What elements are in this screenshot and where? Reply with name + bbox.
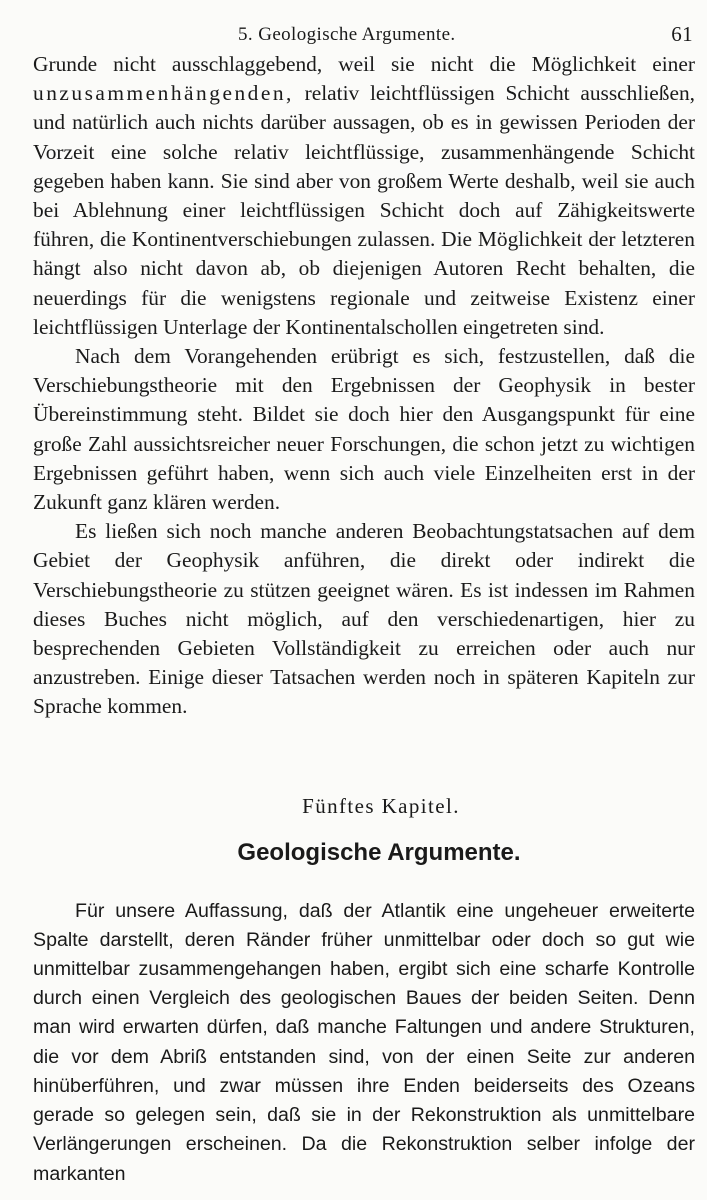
paragraph: Es ließen sich noch manche anderen Beobachtungstatsachen auf dem Gebiet der Geophysik anführen, die direkt oder indirekt die Verschiebungstheorie zu stützen geeignet wären. Es ist indessen im Rahmen dieses Buches nicht möglich, auf den verschiedenartigen, hier zu besprechenden Gebieten Vollständigkeit zu erreichen oder auch nur anzustreben. Einige dieser Tatsachen werden noch in späteren Kapiteln zur Sprache kommen. bbox=[33, 519, 695, 719]
chapter-title: Geologische Argumente. bbox=[237, 838, 521, 866]
chapter-label: Fünftes Kapitel. bbox=[302, 793, 460, 818]
running-title: 5. Geologische Argumente. bbox=[238, 24, 456, 45]
book-page bbox=[33, 18, 695, 1189]
paragraph-continuation bbox=[33, 50, 695, 342]
paragraph: Für unsere Auffassung, daß der Atlantik eine ungeheuer erweiterte Spalte darstellt, deren Ränder früher unmittelbar oder doch so gut wie unmittelbar zusammengehangen haben, ergibt sich eine scharfe Kontrolle durch einen Vergleich des geologischen Baues der beiden Seiten. Denn man wird erwarten dürfen, daß manche Faltungen und andere Strukturen, die vor dem Abriß entstanden sind, von der einen Seite zur anderen hinüberführen, und zwar müssen ihre Enden beiderseits des Ozeans gerade so gelegen sein, daß sie in der Rekonstruktion als unmittelbare Verlängerungen erscheinen. Da die Rekonstruktion selber infolge der markanten bbox=[33, 899, 695, 1185]
page-number: 61 bbox=[671, 22, 693, 46]
paragraph: Nach dem Vorangehenden erübrigt es sich, festzustellen, daß die Verschiebungstheorie mit den Ergebnissen der Geophysik in bester Übereinstimmung steht. Bildet sie doch hier den Ausgangspunkt für eine große Zahl aussichtsreicher neuer Forschungen, die schon jetzt zu wichtigen Ergebnissen geführt haben, wenn sich auch viele Einzelheiten erst in der Zukunft ganz klären werden. bbox=[33, 344, 695, 515]
paragraph-text-before: Grunde nicht ausschlaggebend, weil sie nicht die Möglichkeit einer bbox=[33, 52, 695, 76]
chapter-body bbox=[33, 897, 695, 1189]
running-header bbox=[33, 18, 695, 50]
paragraph-text-after: relativ leichtflüssigen Schicht ausschließen, und natürlich auch nichts darüber aussagen, ob es in gewissen Perioden der Vorzeit eine solche relativ leichtflüssige, zusammenhängende Schicht gegeben haben kann. Sie sind aber von großem Werte deshalb, weil sie auch bei Ablehnung einer leichtflüssigen Schicht doch auf Zähigkeitswerte führen, die Kontinentverschiebungen zulassen. Die Möglichkeit der letzteren hängt also nicht davon ab, ob diejenigen Autoren Recht behalten, die neuerdings für die wenigstens regionale und zeitweise Existenz einer leichtflüssigen Unterlage der Kontinentalschollen eingetreten sind. bbox=[33, 81, 695, 339]
emphasized-word: unzusammenhängenden, bbox=[33, 81, 294, 106]
